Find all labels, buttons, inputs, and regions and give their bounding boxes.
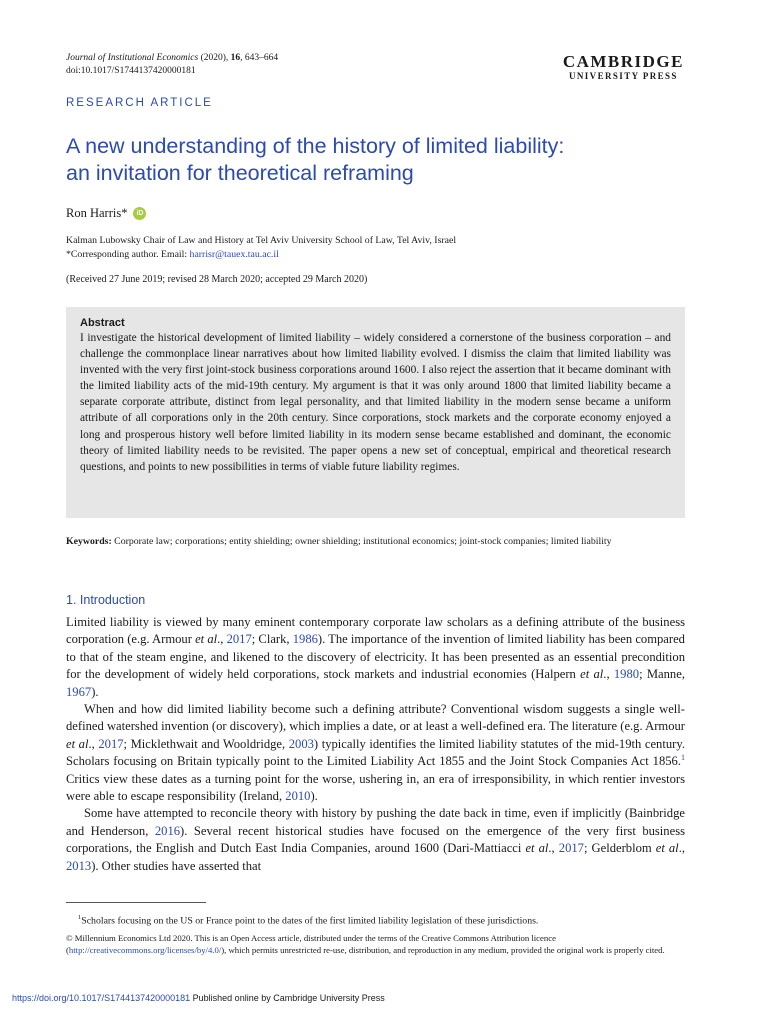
footnote <box>66 911 686 927</box>
doi-link[interactable]: https://doi.org/10.1017/S1744137420000181 <box>12 993 191 1003</box>
publisher-logo-line2: UNIVERSITY PRESS <box>568 71 678 81</box>
bottom-bar <box>12 993 385 1003</box>
publisher-logo <box>563 54 684 82</box>
citation-link[interactable]: 1986 <box>292 632 318 647</box>
citation-link[interactable]: 2017 <box>98 736 124 751</box>
corresponding-author: *Corresponding author. Email: harrisr@tauex.tau.ac.il <box>66 249 279 260</box>
citation-link[interactable]: 2017 <box>226 632 252 647</box>
journal-citation <box>66 52 278 78</box>
citation-link[interactable]: 2016 <box>154 823 181 838</box>
citation-link[interactable]: 2017 <box>558 841 584 856</box>
abstract-text: I investigate the historical development of limited liability – widely considered a cornerstone of the business corporation – and challenge the commonplace linear narratives about how limited liability evolved. I dismiss the claim that limited liability was invented with the very first joint-stock business corporations around 1600. I also reject the assertion that it became dominant with the limited liability acts of the mid-19th century. My argument is that it was only around 1800 that limited liability became a separate corporate attribute, distinct from legal personality, and that limited liability in the modern sense became a uniform attribute of all corporations only in the 20th century. Since corporations, stock markets and the corporate economy enjoyed a long and prosperous history well before limited liability in its modern sense became established and dominant, the economic theory of limited liability needs to be revisited. The paper opens a new set of conceptual, empirical and theoretical research questions, and points to new possibilities in terms of viable future liability regimes. <box>80 332 671 473</box>
affiliation: Kalman Lubowsky Chair of Law and History at Tel Aviv University School of Law, Tel Aviv, Israel <box>66 235 457 246</box>
keywords-label: Keywords: <box>66 536 112 547</box>
body-text <box>66 614 685 875</box>
abstract-box <box>66 307 685 518</box>
journal-year: (2020), <box>198 53 231 63</box>
orcid-icon[interactable]: iD <box>133 207 146 220</box>
citation-link[interactable]: 1967 <box>66 684 92 699</box>
paragraph-2: When and how did limited liability become such a defining attribute? Conventional wisdom suggests a single well-defined watershed invention (or discovery), which implies a date, or at least a well-defined era. The literature (e.g. Armour et al., 2017; Micklethwait and Wooldridge, 2003) typically identifies the limited liability statutes of the mid-19th century. Scholars focusing on Britain typically point to the Limited Liability Act 1855 and the Joint Stock Companies Act 1856.$^1$ Critics view these dates as a turning point for the worse, ushering in, an era of irresponsibility, in which rentier investors were able to escape responsibility (Ireland, 2010). <box>66 702 685 804</box>
copyright-notice: © Millennium Economics Ltd 2020. This is an Open Access article, distributed under the terms of the Creative Commons Attribution licence (http://creativecommons.org/licenses/by/4.0/), which permits unrestricted re-use, distribution, and reproduction in any medium, provided the original work is properly cited. <box>66 933 665 955</box>
journal-name: Journal of Institutional Economics <box>66 53 199 63</box>
footnote-divider <box>66 902 206 903</box>
journal-pages: , 643–664 <box>240 53 279 63</box>
email-link[interactable]: harrisr@tauex.tau.ac.il <box>189 249 279 260</box>
citation-link[interactable]: 2003 <box>288 736 314 751</box>
footnote-number: 1 <box>78 914 82 921</box>
citation-link[interactable]: 1980 <box>613 667 640 682</box>
article-title-line2: an invitation for theoretical reframing <box>66 161 414 185</box>
footnote-marker[interactable]: 1 <box>681 753 685 763</box>
journal-doi: doi:10.1017/S1744137420000181 <box>66 66 196 76</box>
keywords-list: Corporate law; corporations; entity shielding; owner shielding; institutional economics; joint-stock companies; limited liability <box>111 536 612 547</box>
footnote-text: Scholars focusing on the US or France point to the dates of the first limited liability legislation of these jurisdictions. <box>81 915 539 927</box>
article-title-line1: A new understanding of the history of limited liability: <box>66 134 565 158</box>
article-type: RESEARCH ARTICLE <box>66 97 213 109</box>
license-link[interactable]: http://creativecommons.org/licenses/by/4.0/ <box>68 945 222 955</box>
published-note: Published online by Cambridge University Press <box>190 993 385 1003</box>
abstract-heading: Abstract <box>80 317 125 329</box>
journal-volume: 16 <box>230 53 241 63</box>
paragraph-1: Limited liability is viewed by many eminent contemporary corporate law scholars as a defining attribute of the business corporation (e.g. Armour et al., 2017; Clark, 1986). The importance of the invention of limited liability has been compared to that of the steam engine, and likened to the discovery of electricity. It has been presented as an essential precondition for the development of widely held corporations, stock markets and industrial economies (Halpern et al., 1980; Manne, 1967). <box>66 615 685 699</box>
author <box>66 206 146 221</box>
publisher-logo-line1: CAMBRIDGE <box>562 52 684 71</box>
received-dates: (Received 27 June 2019; revised 28 March 2020; accepted 29 March 2020) <box>66 274 368 285</box>
citation-link[interactable]: 2013 <box>66 858 92 873</box>
author-name: Ron Harris* <box>66 206 128 220</box>
section-heading: 1. Introduction <box>66 593 146 607</box>
citation-link[interactable]: 2010 <box>285 789 311 804</box>
keywords <box>66 535 686 549</box>
affiliation-block <box>66 234 456 262</box>
paragraph-3: Some have attempted to reconcile theory with history by pushing the date back in time, even if implicitly (Bainbridge and Henderson, 2016). Several recent historical studies have focused on the emergence of the very first business corporations, the English and Dutch East India Companies, around 1600 (Dari-Mattiacci et al., 2017; Gelderblom et al., 2013). Other studies have asserted that <box>66 806 685 873</box>
article-title <box>66 133 706 187</box>
